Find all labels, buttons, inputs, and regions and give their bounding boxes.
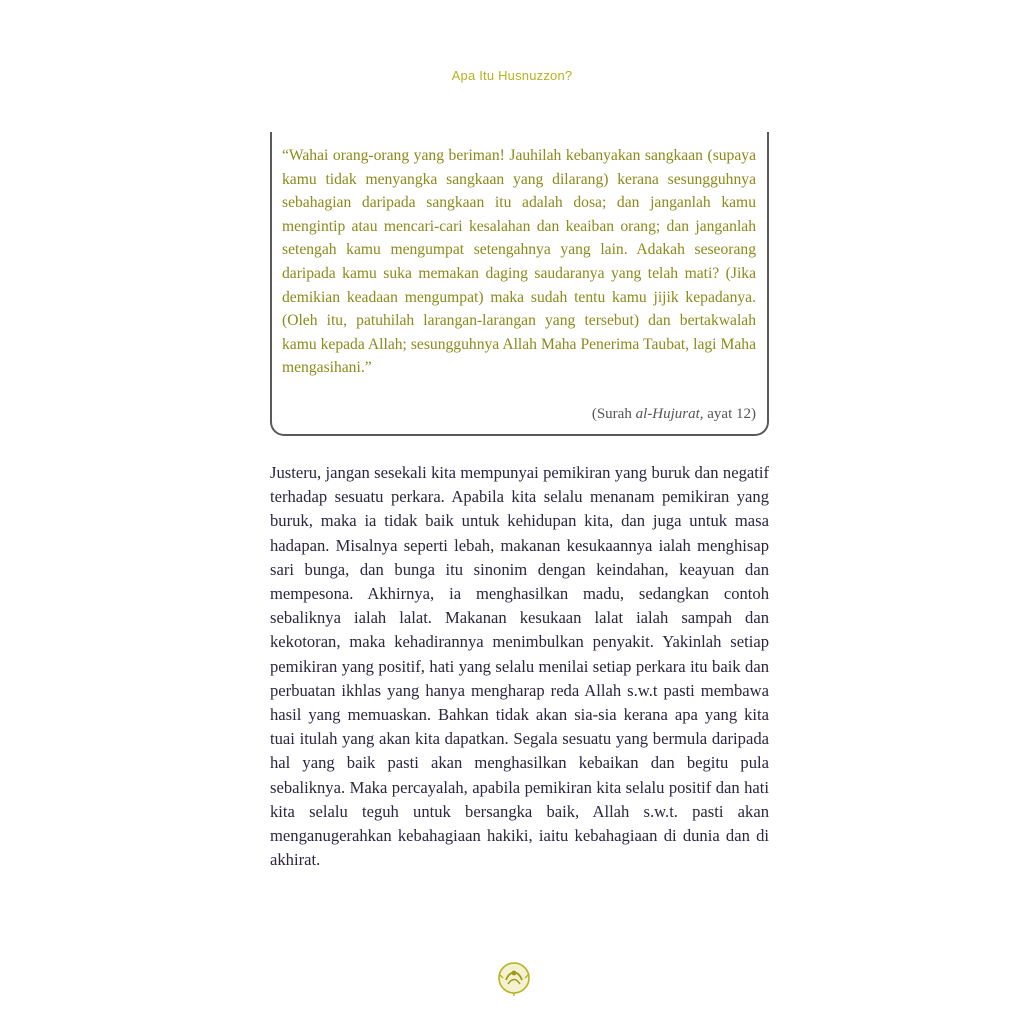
citation-surah: al-Hujurat bbox=[635, 406, 700, 422]
citation-suffix: , ayat 12) bbox=[699, 406, 756, 422]
quran-quote bbox=[282, 144, 756, 380]
body-paragraph: Justeru, jangan sesekali kita mempunyai pemikiran yang buruk dan negatif terhadap sesuatu perkara. Apabila kita selalu menanam pemikiran yang buruk, maka ia tidak baik untuk kehidupan kita, dan juga untuk masa hadapan. Misalnya seperti lebah, makanan kesukaannya ialah menghisap sari bunga, dan bunga itu sinonim dengan keindahan, keayuan dan mempesona. Akhirnya, ia menghasilkan madu, sedangkan contoh sebaliknya ialah lalat. Makanan kesukaan lalat ialah sampah dan kekotoran, maka kehadirannya menimbulkan penyakit. Yakinlah setiap pemikiran yang positif, hati yang selalu menilai setiap perkara itu baik dan perbuatan ikhlas yang hanya mengharap reda Allah s.w.t pasti membawa hasil yang memuaskan. Bahkan tidak akan sia-sia kerana apa yang kita tuai itulah yang akan kita dapatkan. Segala sesuatu yang bermula daripada hal yang baik pasti akan menghasilkan kebaikan dan begitu pula sebaliknya. Maka percayalah, apabila pemikiran kita selalu positif dan hati kita selalu teguh untuk bersangka baik, Allah s.w.t. pasti akan menganugerahkan kebahagiaan hakiki, iaitu kebahagiaan di dunia dan di akhirat. bbox=[270, 463, 769, 870]
citation-prefix: (Surah bbox=[591, 406, 636, 422]
leaf-ornament-icon bbox=[494, 958, 534, 998]
quote-citation bbox=[282, 406, 756, 423]
quote-text: “Wahai orang-orang yang beriman! Jauhilah kebanyakan sangkaan (supaya kamu tidak menyangka sangkaan yang dilarang) kerana sesungguhnya sebahagian daripada sangkaan itu adalah dosa; dan janganlah kamu mengintip atau mencari-cari kesalahan dan keaiban orang; dan janganlah setengah kamu mengumpat setengahnya yang lain. Adakah seseorang daripada kamu suka memakan daging saudaranya yang telah mati? (Jika demikian keadaan mengumpat) maka sudah tentu kamu jijik kepadanya. (Oleh itu, patuhilah larangan-larangan yang tersebut) dan bertakwalah kamu kepada Allah; sesungguhnya Allah Maha Penerima Taubat, lagi Maha mengasihani.” bbox=[282, 147, 756, 377]
body-paragraph-block bbox=[270, 461, 769, 872]
running-header-title: Apa Itu Husnuzzon? bbox=[451, 68, 573, 83]
